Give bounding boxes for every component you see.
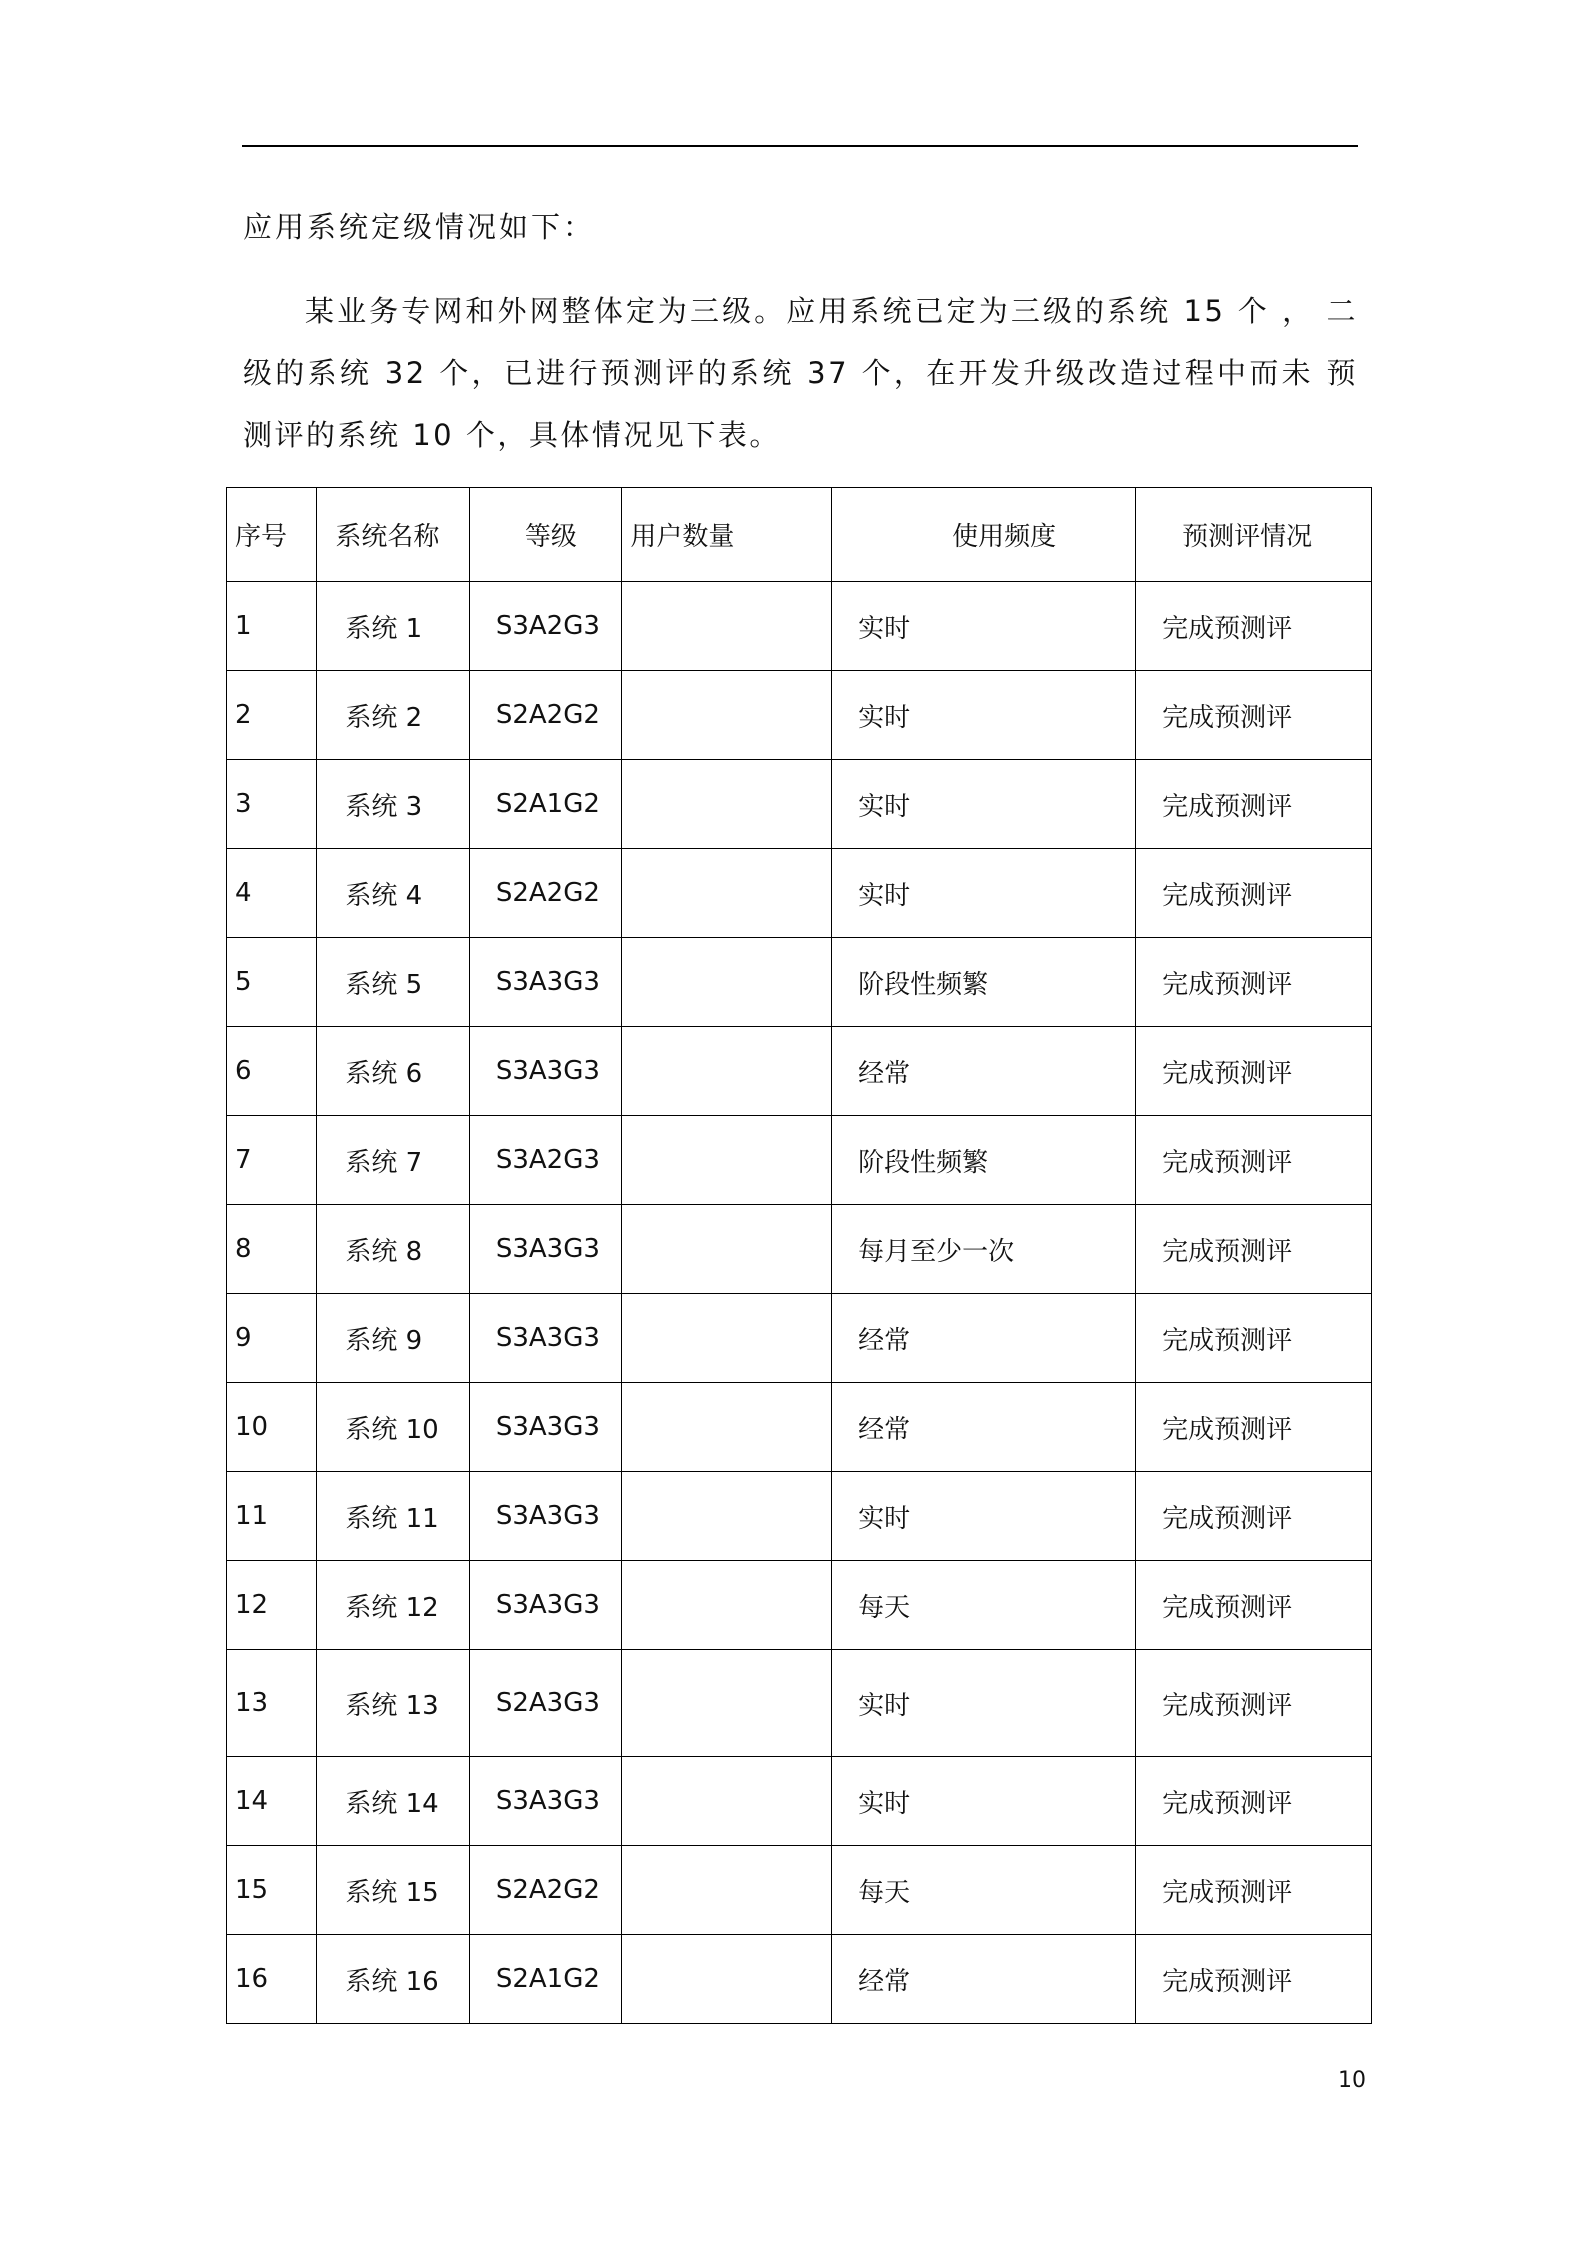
cell-system-name: 系统 11 <box>317 1472 470 1561</box>
cell-index: 11 <box>227 1472 317 1561</box>
cell-assessment-status: 完成预测评 <box>1136 938 1372 1027</box>
table-row <box>227 1116 1372 1205</box>
cell-grade: S3A3G3 <box>469 1027 622 1116</box>
table-row <box>227 582 1372 671</box>
cell-index: 5 <box>227 938 317 1027</box>
table-header-row <box>227 488 1372 582</box>
cell-system-name: 系统 15 <box>317 1846 470 1935</box>
cell-index: 9 <box>227 1294 317 1383</box>
cell-system-name: 系统 13 <box>317 1650 470 1757</box>
cell-user-count <box>622 1027 832 1116</box>
cell-grade: S3A3G3 <box>469 1205 622 1294</box>
cell-usage-frequency: 实时 <box>832 849 1136 938</box>
cell-system-name: 系统 1 <box>317 582 470 671</box>
header-user-count: 用户数量 <box>622 488 832 582</box>
table-row <box>227 1935 1372 2024</box>
cell-index: 7 <box>227 1116 317 1205</box>
cell-assessment-status: 完成预测评 <box>1136 1935 1372 2024</box>
cell-usage-frequency: 实时 <box>832 1757 1136 1846</box>
cell-grade: S3A2G3 <box>469 582 622 671</box>
cell-user-count <box>622 1294 832 1383</box>
cell-system-name: 系统 16 <box>317 1935 470 2024</box>
table-row <box>227 760 1372 849</box>
cell-index: 3 <box>227 760 317 849</box>
cell-index: 6 <box>227 1027 317 1116</box>
cell-system-name: 系统 10 <box>317 1383 470 1472</box>
table-row <box>227 1383 1372 1472</box>
cell-user-count <box>622 1205 832 1294</box>
cell-assessment-status: 完成预测评 <box>1136 1846 1372 1935</box>
cell-grade: S2A2G2 <box>469 671 622 760</box>
cell-usage-frequency: 经常 <box>832 1027 1136 1116</box>
cell-index: 15 <box>227 1846 317 1935</box>
cell-assessment-status: 完成预测评 <box>1136 582 1372 671</box>
cell-assessment-status: 完成预测评 <box>1136 1027 1372 1116</box>
cell-usage-frequency: 实时 <box>832 1650 1136 1757</box>
cell-system-name: 系统 2 <box>317 671 470 760</box>
table-row <box>227 1472 1372 1561</box>
cell-assessment-status: 完成预测评 <box>1136 849 1372 938</box>
table-row <box>227 1294 1372 1383</box>
cell-user-count <box>622 1650 832 1757</box>
cell-user-count <box>622 849 832 938</box>
header-usage-frequency: 使用频度 <box>832 488 1136 582</box>
header-assessment-status: 预测评情况 <box>1136 488 1372 582</box>
cell-assessment-status: 完成预测评 <box>1136 1205 1372 1294</box>
cell-user-count <box>622 671 832 760</box>
header-grade: 等级 <box>469 488 622 582</box>
header-index: 序号 <box>227 488 317 582</box>
systems-table <box>226 487 1372 2024</box>
cell-usage-frequency: 经常 <box>832 1294 1136 1383</box>
cell-user-count <box>622 1472 832 1561</box>
cell-system-name: 系统 5 <box>317 938 470 1027</box>
cell-user-count <box>622 1383 832 1472</box>
cell-user-count <box>622 1846 832 1935</box>
cell-assessment-status: 完成预测评 <box>1136 1650 1372 1757</box>
cell-system-name: 系统 7 <box>317 1116 470 1205</box>
cell-index: 13 <box>227 1650 317 1757</box>
cell-assessment-status: 完成预测评 <box>1136 1116 1372 1205</box>
cell-assessment-status: 完成预测评 <box>1136 1561 1372 1650</box>
cell-system-name: 系统 3 <box>317 760 470 849</box>
cell-assessment-status: 完成预测评 <box>1136 1383 1372 1472</box>
cell-assessment-status: 完成预测评 <box>1136 760 1372 849</box>
cell-user-count <box>622 760 832 849</box>
cell-user-count <box>622 1935 832 2024</box>
cell-grade: S3A3G3 <box>469 1561 622 1650</box>
cell-grade: S3A3G3 <box>469 938 622 1027</box>
cell-usage-frequency: 每月至少一次 <box>832 1205 1136 1294</box>
cell-user-count <box>622 582 832 671</box>
cell-usage-frequency: 实时 <box>832 1472 1136 1561</box>
cell-grade: S2A1G2 <box>469 1935 622 2024</box>
cell-index: 8 <box>227 1205 317 1294</box>
cell-index: 16 <box>227 1935 317 2024</box>
cell-grade: S3A3G3 <box>469 1383 622 1472</box>
cell-user-count <box>622 938 832 1027</box>
cell-usage-frequency: 实时 <box>832 671 1136 760</box>
cell-index: 4 <box>227 849 317 938</box>
cell-user-count <box>622 1757 832 1846</box>
table-row <box>227 1027 1372 1116</box>
header-rule <box>242 145 1358 147</box>
cell-grade: S2A3G3 <box>469 1650 622 1757</box>
cell-assessment-status: 完成预测评 <box>1136 1472 1372 1561</box>
table-row <box>227 938 1372 1027</box>
cell-system-name: 系统 4 <box>317 849 470 938</box>
cell-index: 10 <box>227 1383 317 1472</box>
header-system-name: 系统名称 <box>317 488 470 582</box>
body-paragraph: 某业务专网和外网整体定为三级。应用系统已定为三级的系统 15 个 ， 二级的系统 32 个，已进行预测评的系统 37 个，在开发升级改造过程中而未 预测评的系统 10 个，具体情况见下表。 <box>243 294 1358 452</box>
cell-usage-frequency: 每天 <box>832 1846 1136 1935</box>
cell-usage-frequency: 经常 <box>832 1935 1136 2024</box>
cell-index: 2 <box>227 671 317 760</box>
cell-index: 1 <box>227 582 317 671</box>
cell-usage-frequency: 阶段性频繁 <box>832 1116 1136 1205</box>
cell-system-name: 系统 14 <box>317 1757 470 1846</box>
cell-index: 14 <box>227 1757 317 1846</box>
cell-grade: S2A1G2 <box>469 760 622 849</box>
cell-index: 12 <box>227 1561 317 1650</box>
cell-system-name: 系统 12 <box>317 1561 470 1650</box>
table-row <box>227 1205 1372 1294</box>
cell-assessment-status: 完成预测评 <box>1136 1294 1372 1383</box>
cell-grade: S3A2G3 <box>469 1116 622 1205</box>
page-number: 10 <box>1338 2068 1366 2093</box>
cell-usage-frequency: 实时 <box>832 760 1136 849</box>
intro-heading: 应用系统定级情况如下： <box>243 210 596 244</box>
cell-grade: S3A3G3 <box>469 1757 622 1846</box>
cell-usage-frequency: 经常 <box>832 1383 1136 1472</box>
table-row <box>227 1650 1372 1757</box>
cell-grade: S2A2G2 <box>469 1846 622 1935</box>
table-row <box>227 1561 1372 1650</box>
table-row <box>227 849 1372 938</box>
table-row <box>227 671 1372 760</box>
cell-assessment-status: 完成预测评 <box>1136 671 1372 760</box>
cell-system-name: 系统 8 <box>317 1205 470 1294</box>
cell-user-count <box>622 1561 832 1650</box>
cell-system-name: 系统 6 <box>317 1027 470 1116</box>
cell-grade: S3A3G3 <box>469 1472 622 1561</box>
cell-assessment-status: 完成预测评 <box>1136 1757 1372 1846</box>
cell-user-count <box>622 1116 832 1205</box>
cell-usage-frequency: 实时 <box>832 582 1136 671</box>
cell-system-name: 系统 9 <box>317 1294 470 1383</box>
cell-grade: S3A3G3 <box>469 1294 622 1383</box>
table-row <box>227 1757 1372 1846</box>
table-row <box>227 1846 1372 1935</box>
cell-usage-frequency: 每天 <box>832 1561 1136 1650</box>
cell-usage-frequency: 阶段性频繁 <box>832 938 1136 1027</box>
cell-grade: S2A2G2 <box>469 849 622 938</box>
